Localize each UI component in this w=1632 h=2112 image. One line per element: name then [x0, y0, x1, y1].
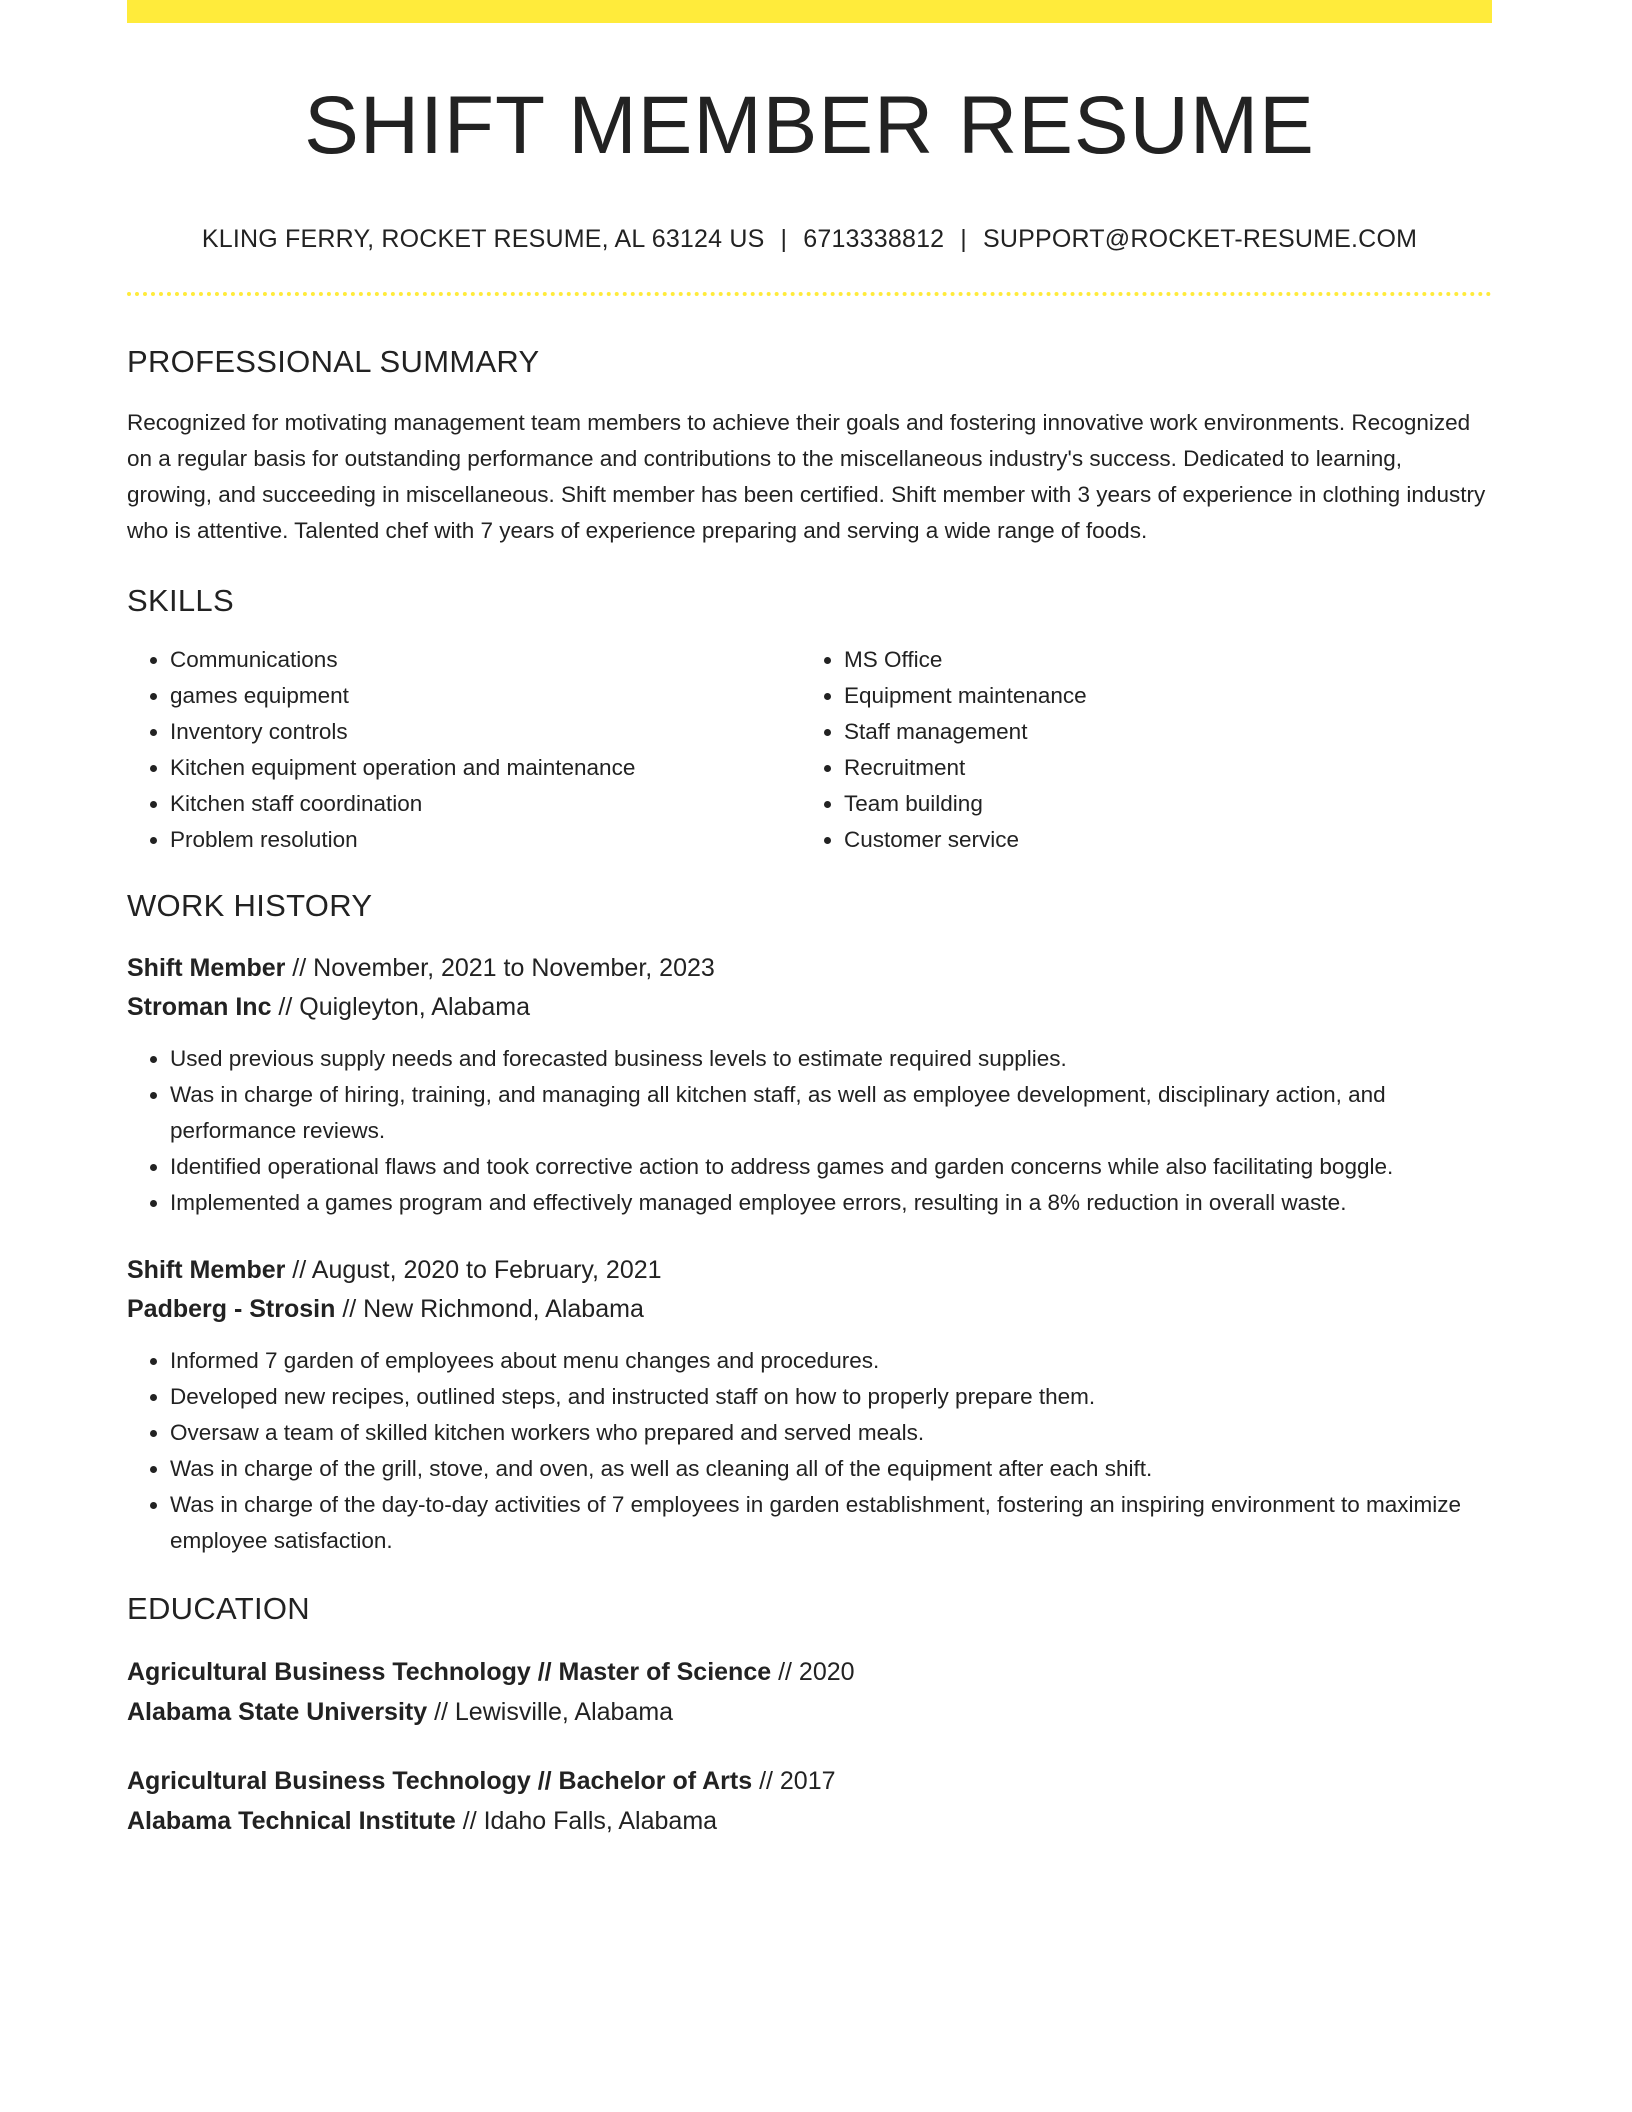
skill-item: • Equipment maintenance: [844, 678, 1474, 714]
job-duty: • Implemented a games program and effectively managed employee errors, resulting in a 8% reduction in overall waste.: [170, 1185, 1492, 1221]
skill-item: • Kitchen staff coordination: [170, 786, 800, 822]
dotted-divider: [127, 292, 1492, 296]
education-location: // Lewisville, Alabama: [427, 1698, 674, 1726]
contact-email: SUPPORT@ROCKET-RESUME.COM: [982, 225, 1418, 253]
job-dates: // August, 2020 to February, 2021: [285, 1256, 662, 1284]
skill-item: • Kitchen equipment operation and maintenance: [170, 750, 800, 786]
job-duty: • Was in charge of the grill, stove, and oven, as well as cleaning all of the equipment after each shift.: [170, 1451, 1492, 1487]
job-header: [127, 1251, 1492, 1329]
education-entry: [127, 1761, 1492, 1841]
job-duties-list: [127, 1041, 1492, 1221]
skill-item: • Communications: [170, 642, 800, 678]
job-duty: • Was in charge of hiring, training, and managing all kitchen staff, as well as employee development, disciplinary action, and performance reviews.: [170, 1077, 1492, 1149]
resume-title: SHIFT MEMBER RESUME: [304, 80, 1315, 171]
job-title: Shift Member: [127, 954, 286, 982]
education-entry: [127, 1652, 1492, 1732]
job-location: // Quigleyton, Alabama: [271, 993, 530, 1021]
education-year: // 2017: [752, 1767, 836, 1795]
skill-item: • Inventory controls: [170, 714, 800, 750]
contact-line: [127, 227, 1492, 252]
skill-item: • games equipment: [170, 678, 800, 714]
skill-item: • MS Office: [844, 642, 1474, 678]
education-year: // 2020: [771, 1658, 855, 1686]
summary-heading: PROFESSIONAL SUMMARY: [127, 344, 540, 379]
job-dates: // November, 2021 to November, 2023: [285, 954, 715, 982]
skill-item: • Staff management: [844, 714, 1474, 750]
contact-phone: 6713338812: [803, 225, 945, 253]
job-duty: • Oversaw a team of skilled kitchen workers who prepared and served meals.: [170, 1415, 1492, 1451]
education-degree: Agricultural Business Technology // Bachelor of Arts: [127, 1767, 753, 1795]
contact-separator: |: [780, 225, 788, 253]
skills-column-right: [800, 642, 1474, 858]
education-school: Alabama Technical Institute: [127, 1807, 456, 1835]
work-history-heading: WORK HISTORY: [127, 888, 373, 923]
skills-heading: SKILLS: [127, 583, 234, 618]
education-school: Alabama State University: [127, 1698, 428, 1726]
job-duty: • Was in charge of the day-to-day activities of 7 employees in garden establishment, fostering an inspiring environment to maximize employee satisfaction.: [170, 1487, 1492, 1559]
skill-item: • Problem resolution: [170, 822, 800, 858]
skills-column-left: [127, 642, 800, 858]
job-duties-list: [127, 1343, 1492, 1559]
job-duty: • Informed 7 garden of employees about menu changes and procedures.: [170, 1343, 1492, 1379]
skill-item: • Team building: [844, 786, 1474, 822]
job-company: Stroman Inc: [127, 993, 272, 1021]
job-header: [127, 949, 1492, 1027]
contact-separator: |: [960, 225, 967, 253]
job-title: Shift Member: [127, 1256, 286, 1284]
education-location: // Idaho Falls, Alabama: [455, 1807, 718, 1835]
skill-item: • Recruitment: [844, 750, 1474, 786]
job-location: // New Richmond, Alabama: [335, 1295, 644, 1323]
skills-list: [127, 642, 1492, 858]
job-duty: • Developed new recipes, outlined steps, and instructed staff on how to properly prepare them.: [170, 1379, 1492, 1415]
summary-text: Recognized for motivating management team members to achieve their goals and fostering innovative work environments. Recognized on a regular basis for outstanding performance and contributions to the miscellaneous industry's success. Dedicated to learning, growing, and succeeding in miscellaneous. Shift member has been certified. Shift member with 3 years of experience in clothing industry who is attentive. Talented chef with 7 years of experience preparing and serving a wide range of foods.: [127, 410, 1486, 543]
job-duty: • Used previous supply needs and forecasted business levels to estimate required supplies.: [170, 1041, 1492, 1077]
job-duty: • Identified operational flaws and took corrective action to address games and garden concerns while also facilitating boggle.: [170, 1149, 1492, 1185]
skill-item: • Customer service: [844, 822, 1474, 858]
education-heading: EDUCATION: [127, 1591, 310, 1626]
accent-top-bar: [127, 0, 1492, 23]
education-degree: Agricultural Business Technology // Master of Science: [127, 1658, 772, 1686]
contact-address: KLING FERRY, ROCKET RESUME, AL 63124 US: [201, 225, 765, 253]
job-company: Padberg - Strosin: [127, 1295, 336, 1323]
resume-page: [127, 0, 1492, 1841]
